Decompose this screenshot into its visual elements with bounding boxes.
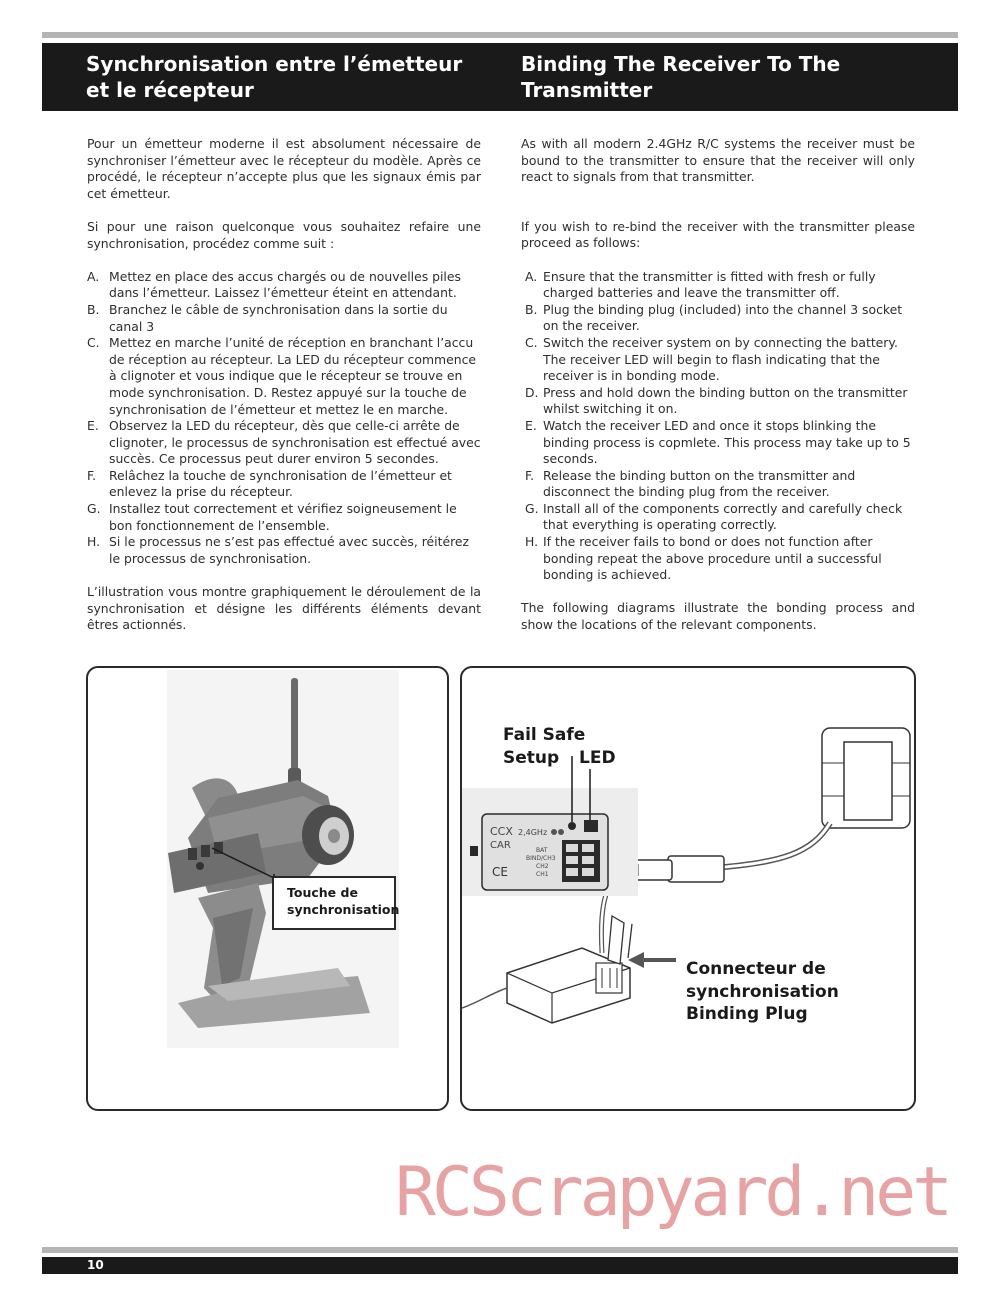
english-outro: The following diagrams illustrate the bonding process and show the locations of the relevant components. (521, 600, 915, 633)
list-item: B. Branchez le câble de synchronisation dans la sortie du canal 3 (87, 301, 448, 334)
receiver-frequency-text: 2,4GHz (518, 828, 548, 837)
plug-line-3: Binding Plug (686, 1004, 808, 1024)
list-item: A. Ensure that the transmitter is fitted with fresh or fully charged batteries and leave the transmitter off. (525, 268, 876, 301)
list-item: E. Watch the receiver LED and once it stops blinking the binding process is copmlete. This process may take up to 5 seconds. (525, 417, 911, 467)
failsafe-label (503, 724, 585, 769)
callout-line-1: Touche de (287, 885, 358, 900)
list-item: G. Installez tout correctement et vérifiez soigneusement le bon fonctionnement de l’ensemble. (87, 501, 457, 533)
watermark: RCScrapyard.net (395, 1153, 950, 1232)
english-title-line-1: Binding The Receiver To The (521, 52, 841, 76)
english-intro: As with all modern 2.4GHz R/C systems the receiver must be bound to the transmitter to ensure that the receiver will only react to signals from that transmitter. (521, 136, 915, 185)
bottom-rule (42, 1247, 958, 1253)
plug-line-2: synchronisation (686, 981, 839, 1002)
english-steps (521, 269, 915, 584)
english-title-line-2: Transmitter (521, 78, 653, 102)
callout-line-2: synchronisation (287, 902, 400, 917)
list-item: F. Release the binding button on the transmitter and disconnect the binding plug from the receiver. (525, 467, 856, 500)
english-section-title (521, 51, 941, 103)
footer-bar (42, 1257, 958, 1274)
binding-plug-label (686, 958, 839, 1026)
binding-button-callout (272, 876, 400, 930)
receiver-figure (460, 666, 916, 1111)
english-column (521, 136, 915, 634)
french-title-line-1: Synchronisation entre l’émetteur (86, 52, 463, 76)
french-section-title (86, 51, 496, 103)
receiver-model-text: CAR (490, 840, 511, 851)
failsafe-line-1: Fail Safe (503, 725, 586, 745)
list-item: B. Plug the binding plug (included) into the channel 3 socket on the receiver. (525, 301, 903, 334)
receiver-channel-bat: BAT (536, 847, 548, 854)
list-item: A. Mettez en place des accus chargés ou de nouvelles piles dans l’émetteur. Laissez l’émetteur éteint en attendant. (87, 268, 461, 301)
receiver-channel-bind: BIND/CH3 (526, 855, 556, 862)
list-item: C. Mettez en marche l’unité de réception en branchant l’accu de réception au récepteur. La LED du récepteur commence à clignoter et vous indique que le récepteur se trouve en mode synchronisation. D. Restez appuyé sur la touche de synchronisation de l’émetteur et mettez le en marche. (87, 335, 477, 417)
list-item: H. Si le processus ne s’est pas effectué avec succès, réitérez le processus de synchronisation. (87, 534, 470, 566)
french-outro: L’illustration vous montre graphiquement le déroulement de la synchronisation et désigne les différents éléments devant êtres actionnés. (87, 584, 481, 633)
top-rule (42, 32, 958, 38)
french-column (87, 136, 481, 634)
english-lead: If you wish to re-bind the receiver with the transmitter please proceed as follows: (521, 218, 915, 251)
failsafe-line-2: Setup (503, 747, 560, 768)
plug-line-1: Connecteur de (686, 959, 826, 979)
led-label: LED (579, 748, 616, 768)
french-intro: Pour un émetteur moderne il est absolument nécessaire de synchroniser l’émetteur avec le récepteur du modèle. Après ce procédé, le récepteur n’accepte plus que les signaux émis par cet émetteur. (87, 136, 481, 201)
list-item: H. If the receiver fails to bond or does not function after bonding repeat the above procedure until a successful bonding is achieved. (525, 534, 882, 583)
transmitter-figure (86, 666, 449, 1111)
list-item: E. Observez la LED du récepteur, dès que celle-ci arrête de clignoter, le processus de synchronisation est effectué avec succès. Ce processus peut durer environ 5 secondes. (87, 418, 481, 467)
receiver-channel-ch2: CH2 (536, 863, 549, 870)
receiver-brand-text: CCX (490, 825, 513, 838)
list-item: G. Install all of the components correctly and carefully check that everything is operating correctly. (525, 500, 903, 533)
section-header (42, 43, 958, 111)
battery-pack (822, 728, 910, 828)
list-item: C. Switch the receiver system on by connecting the battery. The receiver LED will begin to flash indicating that the receiver is in bonding mode. (525, 334, 898, 384)
french-title-line-2: et le récepteur (86, 78, 254, 102)
ce-mark-text: CE (492, 865, 508, 879)
french-steps (87, 269, 481, 568)
page-number: 10 (87, 1258, 104, 1272)
list-item: D. Press and hold down the binding button on the transmitter whilst switching it on. (525, 384, 908, 417)
receiver-channel-ch1: CH1 (536, 871, 549, 878)
list-item: F. Relâchez la touche de synchronisation de l’émetteur et enlevez la prise du récepteur. (87, 467, 452, 500)
french-lead: Si pour une raison quelconque vous souhaitez refaire une synchronisation, procédez comme suit : (87, 218, 481, 251)
